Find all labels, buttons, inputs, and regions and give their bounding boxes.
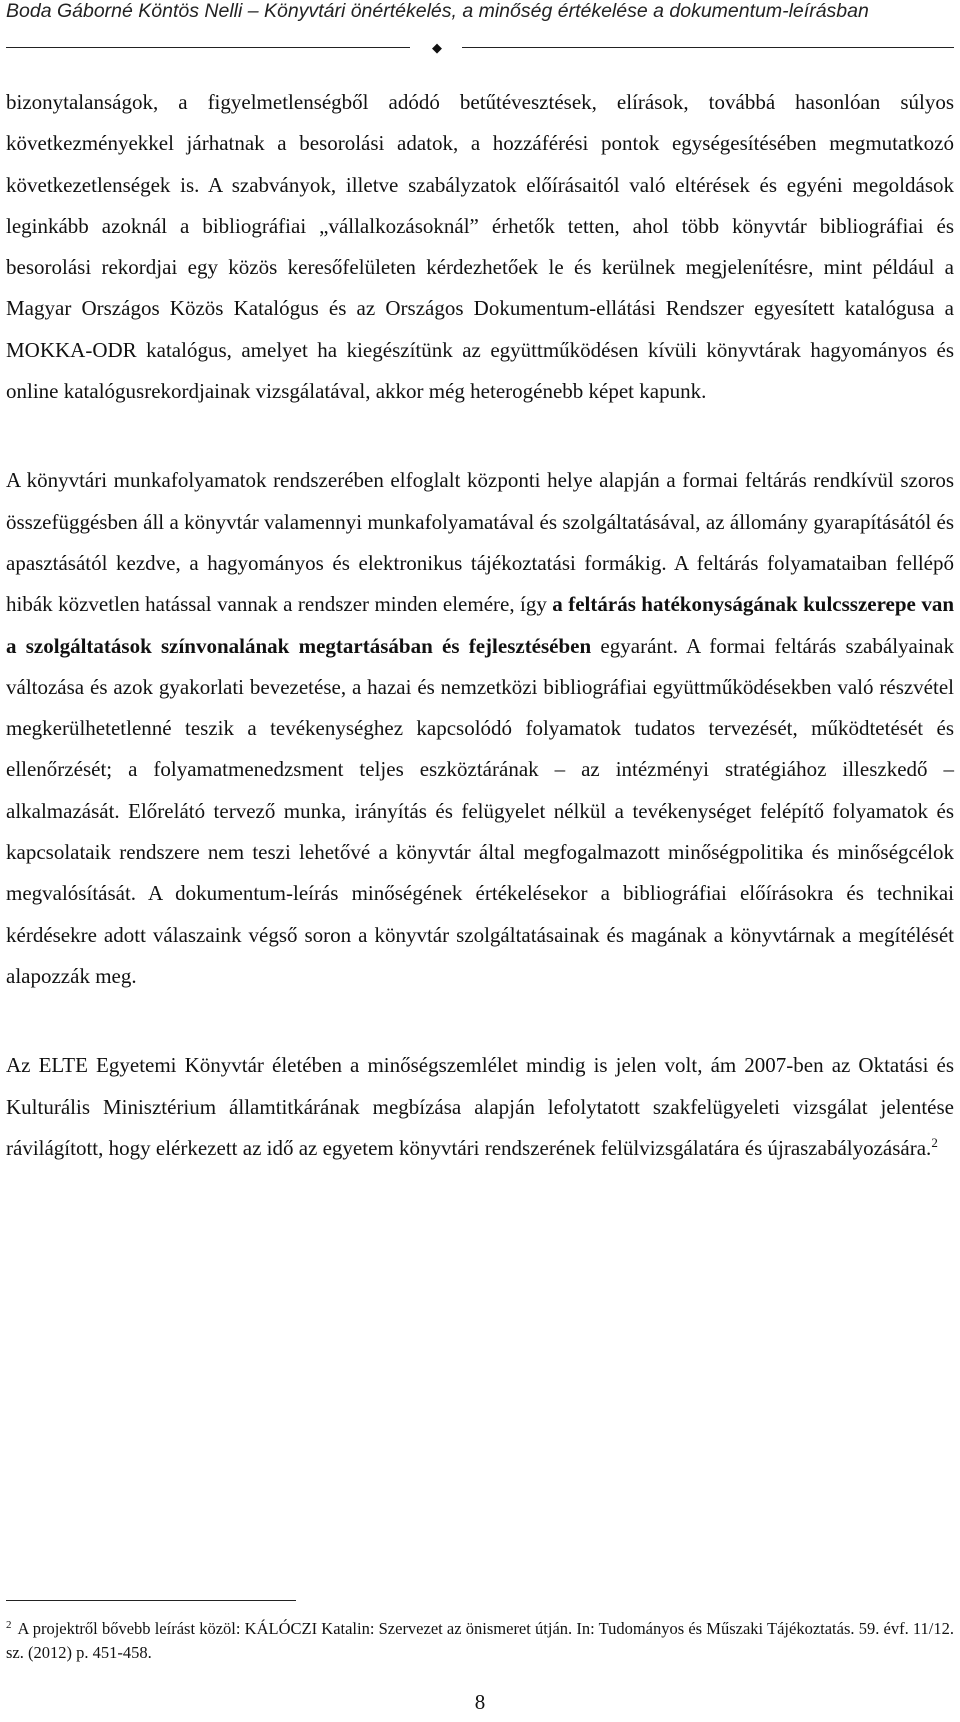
footnote-number: 2	[6, 1618, 12, 1631]
paragraph-2-text-b: egyaránt. A formai feltárás szabályainak változása és azok gyakorlati bevezetése, a hazai és nemzetközi bibliográfiai együttműködésekben való részvétel megkerülhetetlenné teszik a tevékenységhez kapcsolódó folyamatok tudatos tervezését, működtetését és ellenőrzését; a folyamatmenedzsment teljes eszköztárának – az intézményi stratégiához illeszkedő – alkalmazását. Előrelátó tervező munka, irányítás és felügyelet nélkül a tevékenységet felépítő folyamatok és kapcsolataik rendszere nem teszi lehetővé a könyvtár által megfogalmazott minőségpolitika és minőségcélok megvalósítását. A dokumentum-leírás minőségének értékelésekor a bibliográfiai előírásokra és technikai kérdésekre adott válaszaink végső soron a könyvtár szolgáltatásainak és magának a könyvtárnak a megítélését alapozzák meg.	[6, 633, 954, 988]
header-rule-right	[462, 47, 954, 48]
paragraph-2-text-a: A könyvtári munkafolyamatok rendszerében elfoglalt központi helye alapján a formai feltárás rendkívül szoros összefüggésben áll a könyvtár valamennyi munkafolyamatával és szolgáltatásával, az állomány gyarapításától és apasztásától kezdve, a hagyományos és elektronikus tájékoztatási formákig. A feltárás folyamataiban fellépő hibák közvetlen hatással vannak a rendszer minden elemére, így	[6, 468, 954, 617]
footnote	[6, 1617, 954, 1665]
footnote-text: A projektről bővebb leírást közöl: KÁLÓCZI Katalin: Szervezet az önismeret útján. In: Tudományos és Műszaki Tájékoztatás. 59. évf. 11/12. sz. (2012) p. 451-458.	[6, 1619, 954, 1662]
body-text	[6, 82, 954, 1217]
paragraph-2	[6, 460, 954, 997]
page-number: 8	[474, 1690, 486, 1714]
footnote-reference[interactable]: 2	[931, 1134, 938, 1150]
paragraph-3	[6, 1045, 954, 1169]
paragraph-1: bizonytalanságok, a figyelmetlenségből adódó betűtévesztések, elírások, továbbá hasonlóan súlyos következményekkel járhatnak a besorolási adatok, a hozzáférési pontok egységesítésében megmutatkozó következetlenségek is. A szabványok, illetve szabályzatok előírásaitól való eltérések és egyéni megoldások leginkább azoknál a bibliográfiai „vállalkozásoknál” érhetők tetten, ahol több könyvtár bibliográfiai és besorolási rekordjai egy közös keresőfelületen kérdezhetőek le és kerülnek megjelenítésre, mint például a Magyar Országos Közös Katalógus és az Országos Dokumentum-ellátási Rendszer egyesített katalógusa a MOKKA-ODR katalógus, amelyet ha kiegészítünk az együttműködésen kívüli könyvtárak hagyományos és online katalógusrekordjainak vizsgálatával, akkor még heterogénebb képet kapunk.	[6, 90, 954, 404]
header-rule-left	[6, 47, 410, 48]
header-divider	[0, 41, 960, 55]
running-header: Boda Gáborné Köntös Nelli – Könyvtári önértékelés, a minőség értékelése a dokumentum-leírásban	[6, 0, 869, 22]
paragraph-2-emphasis: a feltárás hatékonyságának kulcsszerepe van a szolgáltatások színvonalának megtartásában és fejlesztésében	[6, 592, 954, 658]
paragraph-3-text: Az ELTE Egyetemi Könyvtár életében a minőségszemlélet mindig is jelen volt, ám 2007-ben az Oktatási és Kulturális Minisztérium államtitkárának megbízása alapján lefolytatott szakfelügyeleti vizsgálat jelentése rávilágított, hogy elérkezett az idő az egyetem könyvtári rendszerének felülvizsgálatára és újraszabályozására.	[6, 1053, 954, 1160]
diamond-ornament-icon: ◆	[432, 40, 442, 55]
footnote-divider	[6, 1600, 296, 1601]
